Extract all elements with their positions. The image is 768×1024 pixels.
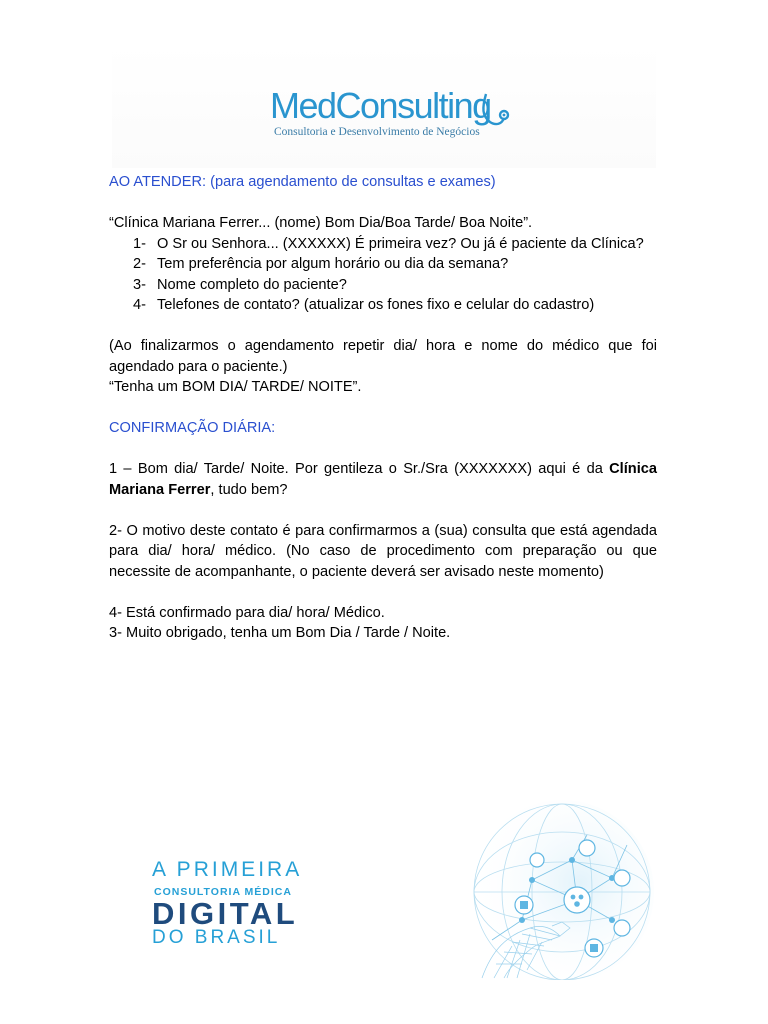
greeting-line: “Clínica Mariana Ferrer... (nome) Bom Dia/Boa Tarde/ Boa Noite”. bbox=[109, 215, 533, 231]
scheduling-note: (Ao finalizarmos o agendamento repetir dia/ hora e nome do médico que foi agendado para o paciente.) bbox=[109, 338, 657, 375]
promo-line-1: A PRIMEIRA bbox=[152, 858, 303, 881]
section-heading-confirmation: CONFIRMAÇÃO DIÁRIA: bbox=[109, 420, 276, 436]
promo-banner bbox=[112, 800, 656, 980]
stethoscope-icon bbox=[480, 90, 510, 134]
clinic-name: Clínica Mariana Ferrer bbox=[109, 461, 657, 498]
closing-line: “Tenha um BOM DIA/ TARDE/ NOITE”. bbox=[109, 379, 362, 395]
promo-line-3: DIGITAL bbox=[152, 896, 299, 931]
list-item: 1- O Sr ou Senhora... (XXXXXX) É primeira vez? Ou já é paciente da Clínica? bbox=[133, 235, 644, 252]
list-item: 2- Tem preferência por algum horário ou dia da semana? bbox=[133, 256, 509, 272]
confirmation-paragraph-3: 4- Está confirmado para dia/ hora/ Médico. bbox=[109, 604, 385, 621]
logo-tagline: Consultoria e Desenvolvimento de Negócios bbox=[274, 126, 480, 138]
script-document bbox=[109, 172, 657, 644]
promo-line-2: CONSULTORIA MÉDICA bbox=[154, 886, 292, 898]
confirmation-paragraph-4: 3- Muito obrigado, tenha um Bom Dia / Tarde / Noite. bbox=[109, 625, 451, 641]
section-heading-attend: AO ATENDER: (para agendamento de consultas e exames) bbox=[109, 174, 496, 190]
logo-wordmark: MedConsulting bbox=[270, 85, 491, 126]
medconsulting-logo bbox=[270, 86, 510, 146]
confirmation-paragraph-1: 1 – Bom dia/ Tarde/ Noite. Por gentileza o Sr./Sra (XXXXXXX) aqui é da Clínica Mariana Ferrer, tudo bem? bbox=[109, 461, 657, 498]
digital-globe-hand-illustration bbox=[412, 800, 656, 980]
confirmation-paragraph-2: 2- O motivo deste contato é para confirmarmos a (sua) consulta que está agendada para dia/ hora/ médico. (No caso de procedimento com preparação ou que necessite de acompanhante, o paciente deverá ser avisado neste momento) bbox=[109, 522, 657, 580]
attend-steps-list bbox=[109, 234, 657, 316]
promo-line-4: DO BRASIL bbox=[152, 927, 281, 948]
list-item: 3- Nome completo do paciente? bbox=[133, 276, 347, 293]
list-item: 4- Telefones de contato? (atualizar os fones fixo e celular do cadastro) bbox=[133, 297, 595, 313]
